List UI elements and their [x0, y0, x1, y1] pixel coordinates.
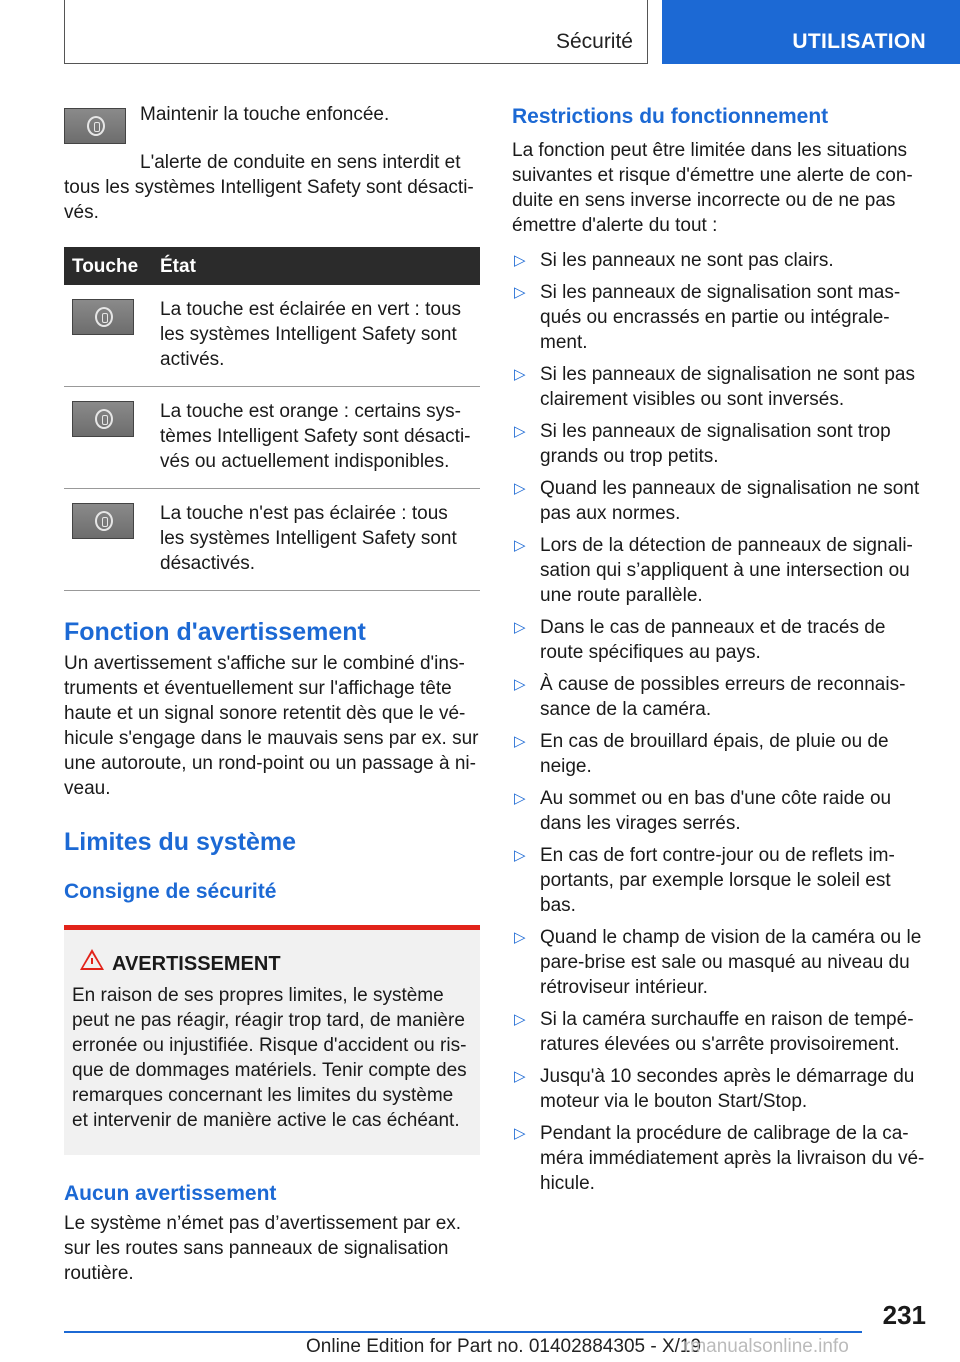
page-number: 231: [882, 1300, 926, 1330]
table-row: [64, 489, 480, 591]
table-row: [64, 285, 480, 387]
header-section-title: Sécurité: [555, 30, 633, 53]
list-item: ▷ Pendant la procédure de calibrage de la ca-méra immédiatement après la livraison du vé-hicule.: [514, 1123, 925, 1194]
heading-restrictions: Restrictions du fonctionnement: [512, 105, 829, 128]
intro-line2: L'alerte de conduite en sens interdit et tous les systèmes Intelligent Safety sont désacti-vés.: [64, 152, 474, 223]
intro-text-block: [64, 150, 480, 225]
bullet-icon: ▷: [514, 929, 526, 946]
header-tab-label: UTILISATION: [792, 30, 926, 53]
intro-line1: Maintenir la touche enfoncée.: [140, 104, 390, 125]
list-item: ▷ Quand les panneaux de signalisation ne sont pas aux normes.: [514, 478, 920, 524]
bullet-icon: ▷: [514, 423, 526, 440]
list-item: ▷ En cas de brouillard épais, de pluie ou de neige.: [514, 731, 889, 777]
restrictions-intro: La fonction peut être limitée dans les situations suivantes et risque d'émettre une alerte de con-duite en sens inverse incorrecte ou de ne pas émettre d'alerte du tout :: [512, 140, 913, 236]
intelligent-safety-key-icon: [72, 401, 134, 437]
list-item: ▷ Si les panneaux de signalisation ne sont pas clairement visibles ou sont inversés.: [514, 364, 915, 410]
bullet-icon: ▷: [514, 1125, 526, 1142]
edition-text: Online Edition for Part no. 01402884305 - X/19: [306, 1336, 702, 1357]
right-column: [512, 102, 928, 1203]
list-item: ▷ Si la caméra surchauffe en raison de tempé-ratures élevées ou s'arrête provisoirement.: [514, 1009, 914, 1055]
bullet-icon: ▷: [514, 676, 526, 693]
bullet-icon: ▷: [514, 847, 526, 864]
list-item: ▷ Si les panneaux ne sont pas clairs.: [514, 250, 834, 271]
left-column: [64, 102, 480, 1286]
aucun-text: Le système n’émet pas d’avertissement par ex. sur les routes sans panneaux de signalisation routière.: [64, 1213, 462, 1284]
fonction-text: Un avertissement s'affiche sur le combiné d'ins-truments et éventuellement sur l'affichage tête haute et un signal sonore retentit dès que le vé-hicule s'engage dans le mauvais sens par ex. sur une autoroute, un rond-point ou un passage à ni-veau.: [64, 653, 479, 799]
warning-title: AVERTISSEMENT: [112, 953, 281, 975]
intelligent-safety-key-icon: [72, 299, 134, 335]
table-cell-state: La touche est orange : certains sys-tèmes Intelligent Safety sont désacti-vés ou actuellement indisponibles.: [158, 387, 480, 489]
table-cell-state: La touche n'est pas éclairée : tous les systèmes Intelligent Safety sont désactivés.: [158, 489, 480, 591]
bullet-icon: ▷: [514, 1011, 526, 1028]
intelligent-safety-key-icon: [72, 503, 134, 539]
warning-triangle-icon: [80, 949, 104, 970]
bullet-icon: ▷: [514, 252, 526, 269]
bullet-icon: ▷: [514, 733, 526, 750]
list-item: ▷ Dans le cas de panneaux et de tracés de route spécifiques au pays.: [514, 617, 886, 663]
intro-row: [64, 102, 480, 140]
heading-aucun: Aucun avertissement: [64, 1182, 277, 1205]
list-item: ▷ Lors de la détection de panneaux de signali-sation qui s’appliquent à une intersection ou une route parallèle.: [514, 535, 913, 606]
list-item: ▷ Au sommet ou en bas d'une côte raide ou dans les virages serrés.: [514, 788, 892, 834]
bullet-icon: ▷: [514, 284, 526, 301]
list-item: ▷ Jusqu'à 10 secondes après le démarrage du moteur via le bouton Start/Stop.: [514, 1066, 915, 1112]
header-section-box: [64, 0, 648, 64]
key-state-table: [64, 247, 480, 591]
header-tab: [662, 0, 960, 64]
warning-box: [64, 925, 480, 1155]
intelligent-safety-key-icon: [64, 108, 126, 144]
bullet-icon: ▷: [514, 1068, 526, 1085]
restrictions-list: [512, 248, 928, 1196]
bullet-icon: ▷: [514, 480, 526, 497]
bullet-icon: ▷: [514, 537, 526, 554]
bullet-icon: ▷: [514, 619, 526, 636]
watermark-text: rmanualsonline.info: [684, 1336, 849, 1357]
heading-limites: Limites du système: [64, 828, 297, 856]
bullet-icon: ▷: [514, 790, 526, 807]
list-item: ▷ Si les panneaux de signalisation sont trop grands ou trop petits.: [514, 421, 891, 467]
list-item: ▷ Si les panneaux de signalisation sont mas-qués ou encrassés en partie ou intégrale-ment.: [514, 282, 901, 353]
heading-consigne: Consigne de sécurité: [64, 880, 277, 903]
list-item: ▷ En cas de fort contre-jour ou de reflets im-portants, par exemple lorsque le soleil est bas.: [514, 845, 895, 916]
list-item: ▷ À cause de possibles erreurs de reconnais-sance de la caméra.: [514, 674, 906, 720]
heading-fonction: Fonction d'avertissement: [64, 618, 366, 646]
footer-divider: [64, 1331, 862, 1333]
list-item: ▷ Quand le champ de vision de la caméra ou le pare-brise est sale ou masqué au niveau du rétroviseur intérieur.: [514, 927, 922, 998]
table-row: [64, 387, 480, 489]
warning-text: En raison de ses propres limites, le système peut ne pas réagir, réagir trop tard, de manière erronée ou injustifiée. Risque d'accident ou ris-que de dommages matériels. Tenir compte des remarques concernant les limites du système et intervenir de manière active le cas échéant.: [72, 985, 467, 1131]
table-header-key: Touche: [64, 247, 158, 285]
table-cell-state: La touche est éclairée en vert : tous les systèmes Intelligent Safety sont activés.: [158, 285, 480, 387]
table-header-state: État: [158, 247, 480, 285]
bullet-icon: ▷: [514, 366, 526, 383]
